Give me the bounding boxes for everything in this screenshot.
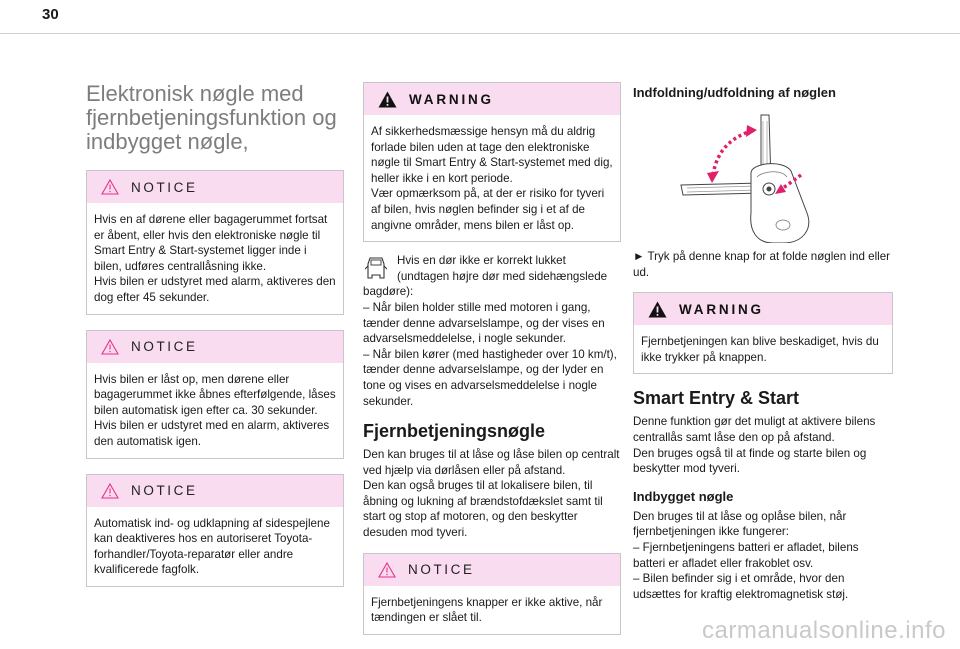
watermark: carmanualsonline.info [702,617,946,644]
notice-text: Hvis bilen er låst op, men dørene eller bagagerummet ikke åbnes efterfølgende, låses bilen automatisk igen efter ca. 30 sekunder. Hvis bilen er udstyret med en alarm, aktiveres den automatisk igen. [94,372,336,448]
door-warning-details: bagdøre): – Når bilen holder stille med motoren i gang, tænder denne advarselslampe, og der vises en advarselsmeddelelse, i nogle sekunder. – Når bilen kører (med hastigheder over 10 km/t), tænder denne advarselslampe, og der lyder en tone og vises en advarselsmeddelelse i nogle sekunder. [363,285,617,408]
door-warning-intro-wrap [363,253,621,284]
warning-text: Af sikkerhedsmæssige hensyn må du aldrig forlade bilen uden at tage den elektroniske nøgle til Smart Entry & Start-systemet med dig, heller ikke i en kort periode. Vær opmærksom på, at der er risiko for tyveri af bilen, hvis nøglen befinder sig i et af de angivne områder, mens bilen er låst op. [371,125,613,232]
notice-triangle-icon [101,483,119,499]
column-3 [633,82,893,602]
door-warning-intro: Hvis en dør ikke er korrekt lukket (undtagen højre dør med sidehængslede [397,254,608,283]
notice-box-3 [86,474,344,587]
notice-text: Hvis en af dørene eller bagagerummet fortsat er åbent, eller hvis den elektroniske nøgle til Smart Entry & Start-systemet ligger inde i bilen, udføres centrallåsning ikke. Hvis bilen er udstyret med alarm, aktiveres den dog efter 45 sekunder. [94,213,336,304]
notice-label: NOTICE [131,483,198,499]
smart-entry-text: Denne funktion gør det muligt at aktivere bilens centrallås samt låse den op på afstand. Den bruges også til at finde og starte bilen og beskytter mod tyveri. [633,415,876,476]
warning-text: Fjernbetjeningen kan blive beskadiget, hvis du ikke trykker på knappen. [641,335,879,364]
notice-triangle-icon [101,339,119,355]
warning-box-2 [633,292,893,374]
notice-box-1 [86,170,344,315]
notice-text: Fjernbetjeningens knapper er ikke aktive, når tændingen er slået til. [371,595,603,625]
top-rule [0,33,960,34]
page-number: 30 [42,6,59,23]
notice-label: NOTICE [131,339,198,355]
door-warning-block [363,253,621,409]
notice-box-2 [86,330,344,459]
warning-box-1 [363,82,621,242]
section-text-remote-key: Den kan bruges til at låse og låse bilen op centralt ved hjælp via dørlåsen eller på afstand. Den kan også bruges til at lokalisere bilen, til åbning og lukning af brændstofdækslet samt til start og stop af motoren, og den beskytter desuden mod tyveri. [363,448,620,540]
door-open-warning-icon [365,256,387,282]
column-2 [363,82,621,635]
builtin-key-text: Den bruges til at låse og oplåse bilen, når fjernbetjeningen ikke fungerer: – Fjernbetjeningens batteri er afladet, bilens batteri er afladet eller frakoblet osv. – Bilen befinder sig i et område, hvor den udsættes for kraftig elektromagnetisk støj. [633,509,859,601]
notice-box-4 [363,553,621,635]
warning-header [634,293,892,325]
warning-header [364,83,620,115]
key-fold-illustration [633,113,893,243]
smart-entry-title: Smart Entry & Start [633,388,800,409]
column-1 [86,82,344,587]
notice-label: NOTICE [408,562,475,578]
warning-triangle-icon [648,301,667,318]
notice-header [87,475,343,507]
fold-title: Indfoldning/udfoldning af nøglen [633,85,836,100]
section-title-remote-key: Fjernbetjeningsnøgle [363,421,546,442]
notice-triangle-icon [101,179,119,195]
warning-label: WARNING [679,301,764,317]
warning-label: WARNING [409,91,494,107]
notice-header [87,171,343,203]
builtin-key-title: Indbygget nøgle [633,488,734,504]
chapter-title: Elektronisk nøgle med fjernbetjeningsfunktion og indbygget nøgle, [86,81,337,154]
notice-triangle-icon [378,562,396,578]
fold-instruction: ► Tryk på denne knap for at folde nøglen ind eller ud. [633,250,891,279]
warning-triangle-icon [378,91,397,108]
notice-header [364,554,620,586]
notice-text: Automatisk ind- og udklapning af sidespejlene kan deaktiveres hos en autoriseret Toyota-forhandler/Toyota-reparatør eller andre kvalificerede fagfolk. [94,516,330,577]
notice-label: NOTICE [131,179,198,195]
key-fold-drawing [633,113,893,243]
notice-header [87,331,343,363]
